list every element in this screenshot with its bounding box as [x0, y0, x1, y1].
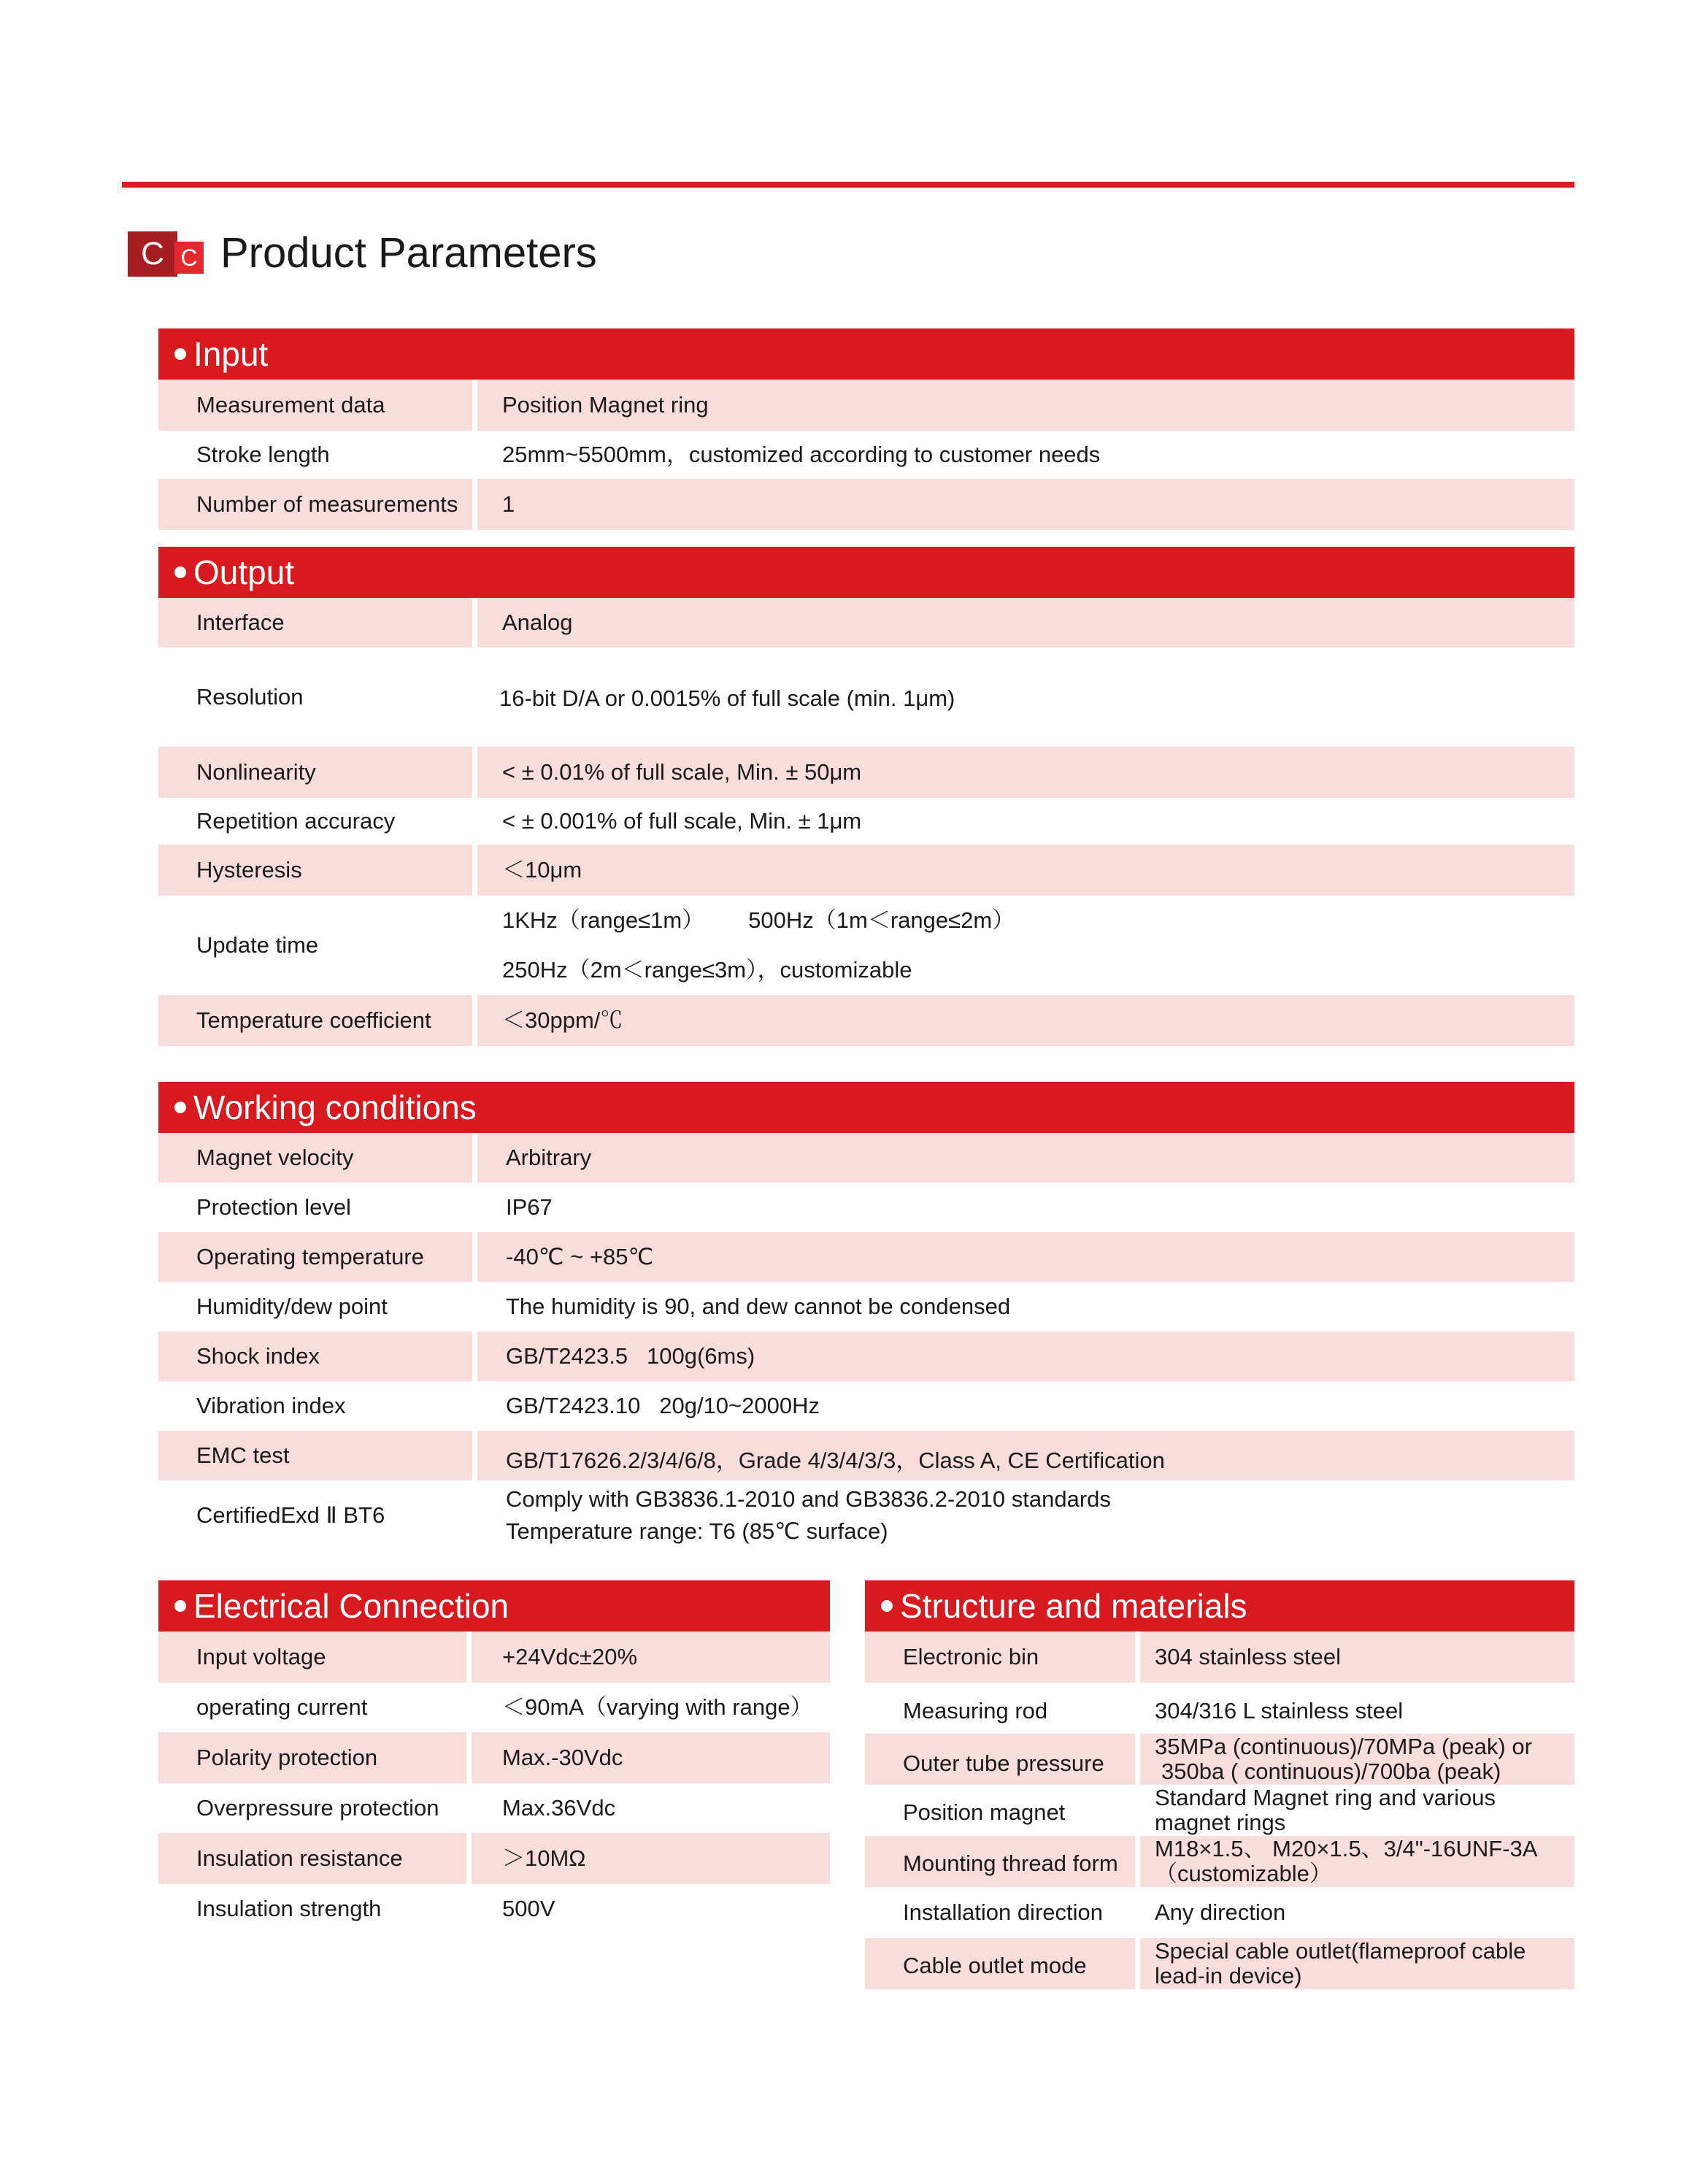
logo-mark-small: C	[174, 242, 204, 274]
update-time-value-a: 1KHz（range≤1m）	[502, 907, 705, 933]
row-value: ＜30ppm/℃	[472, 995, 1574, 1046]
row-value: Analog	[472, 598, 1574, 647]
row-label: Overpressure protection	[196, 1795, 439, 1821]
section-header	[158, 547, 1574, 598]
pressure-value-a: 35MPa (continuous)/70MPa (peak) or	[1155, 1734, 1532, 1759]
row-value	[1135, 1734, 1574, 1785]
certified-class-label: Exd Ⅱ BT6	[280, 1502, 385, 1528]
row-label: operating current	[196, 1694, 368, 1720]
pressure-value-b: 350ba ( continuous)/700ba (peak)	[1161, 1759, 1501, 1784]
table-row	[158, 1331, 1574, 1381]
row-label: Measuring rod	[903, 1698, 1048, 1723]
logo-mark-large: C	[128, 231, 177, 277]
magnet-value-b: magnet rings	[1155, 1810, 1286, 1835]
table-row	[158, 1833, 830, 1884]
row-value: 500V	[502, 1896, 555, 1921]
table-row	[158, 1480, 1574, 1550]
row-label: Temperature coefficient	[196, 1007, 431, 1033]
row-label: Insulation strength	[196, 1896, 382, 1921]
row-value: ＜10μm	[472, 845, 1574, 896]
table-row	[158, 995, 1574, 1046]
row-label: Measurement data	[196, 392, 385, 418]
section-header	[158, 1580, 830, 1632]
row-label: Insulation resistance	[196, 1845, 403, 1871]
row-label: Number of measurements	[196, 491, 458, 517]
thread-value-a: M18×1.5、 M20×1.5、3/4"-16UNF-3A	[1155, 1836, 1538, 1861]
table-row	[158, 479, 1574, 530]
table-row	[158, 431, 1574, 479]
table-row	[158, 1133, 1574, 1183]
row-label: Humidity/dew point	[196, 1294, 388, 1319]
bullet-icon	[174, 566, 186, 578]
row-label: Hysteresis	[196, 857, 302, 883]
row-value: < ± 0.01% of full scale, Min. ± 50μm	[472, 747, 1574, 798]
row-label	[158, 1480, 472, 1550]
row-value: 304/316 L stainless steel	[1155, 1698, 1404, 1723]
row-label: Vibration index	[196, 1393, 346, 1418]
row-label: Position magnet	[903, 1799, 1066, 1825]
row-label: Resolution	[196, 684, 304, 710]
row-label: Update time	[196, 932, 319, 958]
table-row	[158, 647, 1574, 747]
section-header	[158, 1082, 1574, 1133]
row-value: Max.-30Vdc	[466, 1732, 830, 1783]
table-row	[865, 1836, 1574, 1887]
section-title: Structure and materials	[900, 1587, 1247, 1625]
output-section	[158, 547, 1574, 1046]
table-row	[158, 1232, 1574, 1282]
section-title: Output	[193, 553, 295, 591]
row-value: IP67	[506, 1194, 553, 1220]
section-header	[865, 1580, 1574, 1632]
electrical-connection-section	[158, 1580, 830, 1934]
row-value: 1	[472, 479, 1574, 530]
row-label: Outer tube pressure	[903, 1750, 1104, 1776]
table-row	[158, 1381, 1574, 1431]
input-section	[158, 328, 1574, 530]
bullet-icon	[174, 1600, 186, 1612]
row-label: Electronic bin	[903, 1644, 1039, 1669]
update-time-value-b: 500Hz（1m＜range≤2m）	[748, 907, 1015, 933]
table-row	[865, 1938, 1574, 1989]
page-title: Product Parameters	[220, 229, 597, 277]
certified-value-b: Temperature range: T6 (85℃ surface)	[506, 1518, 888, 1544]
table-row	[158, 1632, 830, 1683]
certified-value-a: Comply with GB3836.1-2010 and GB3836.2-2010 standards	[506, 1486, 1111, 1512]
row-value	[1135, 1938, 1574, 1989]
row-label: Nonlinearity	[196, 759, 316, 785]
row-label: Operating temperature	[196, 1244, 424, 1269]
row-value: Any direction	[1155, 1899, 1286, 1925]
table-row	[158, 845, 1574, 896]
table-row	[865, 1632, 1574, 1683]
table-row	[865, 1683, 1574, 1734]
table-row	[865, 1887, 1574, 1938]
section-title: Electrical Connection	[193, 1587, 509, 1625]
top-divider	[122, 182, 1574, 188]
table-row	[158, 1183, 1574, 1232]
brand-logo	[128, 231, 204, 277]
table-row	[158, 380, 1574, 431]
row-value: < ± 0.001% of full scale, Min. ± 1μm	[502, 808, 862, 834]
row-value	[472, 896, 1574, 995]
row-label: EMC test	[196, 1442, 290, 1468]
table-row	[158, 747, 1574, 798]
row-label: Installation direction	[903, 1899, 1103, 1925]
row-value: GB/T2423.5 100g(6ms)	[472, 1331, 1574, 1381]
row-value: 304 stainless steel	[1135, 1632, 1574, 1683]
row-value	[1135, 1836, 1574, 1887]
row-label: Stroke length	[196, 442, 330, 467]
row-value: The humidity is 90, and dew cannot be condensed	[506, 1294, 1011, 1319]
row-value: +24Vdc±20%	[466, 1632, 830, 1683]
structure-materials-section	[865, 1580, 1574, 1989]
update-time-value-c: 250Hz（2m＜range≤3m），customizable	[502, 957, 912, 983]
row-value: 25mm~5500mm，customized according to customer needs	[502, 442, 1101, 467]
row-value	[472, 1480, 1574, 1550]
row-value: -40℃ ~ +85℃	[472, 1232, 1574, 1282]
row-value	[1135, 1785, 1574, 1836]
table-row	[158, 598, 1574, 647]
bullet-icon	[881, 1600, 893, 1612]
table-row	[865, 1734, 1574, 1785]
thread-value-b: （customizable）	[1155, 1861, 1332, 1886]
row-label: Repetition accuracy	[196, 808, 396, 834]
table-row	[158, 1783, 830, 1833]
magnet-value-a: Standard Magnet ring and various	[1155, 1785, 1496, 1810]
table-row	[158, 1884, 830, 1934]
table-row	[158, 1683, 830, 1732]
row-label: Mounting thread form	[903, 1851, 1118, 1876]
row-value: GB/T17626.2/3/4/6/8，Grade 4/3/4/3/3，Class A, CE Certification	[472, 1431, 1574, 1480]
bullet-icon	[174, 348, 186, 360]
row-label: Polarity protection	[196, 1745, 378, 1770]
row-label: Interface	[196, 610, 285, 635]
row-value: Position Magnet ring	[472, 380, 1574, 431]
cable-value-a: Special cable outlet(flameproof cable	[1155, 1938, 1526, 1964]
row-label: Input voltage	[196, 1644, 326, 1669]
row-label: Shock index	[196, 1343, 320, 1369]
row-value: Max.36Vdc	[502, 1795, 616, 1821]
row-value: 16-bit D/A or 0.0015% of full scale (min. 1μm)	[499, 685, 955, 711]
bullet-icon	[174, 1102, 186, 1113]
row-label: Magnet velocity	[196, 1145, 354, 1170]
section-title: Working conditions	[193, 1088, 477, 1126]
row-value: ＞10MΩ	[466, 1833, 830, 1884]
row-value: Arbitrary	[472, 1133, 1574, 1183]
cable-value-b: lead-in device)	[1155, 1963, 1302, 1988]
row-label: Protection level	[196, 1194, 351, 1220]
table-row	[158, 1431, 1574, 1480]
table-row	[865, 1785, 1574, 1836]
table-row	[158, 1732, 830, 1783]
section-header	[158, 328, 1574, 380]
section-title: Input	[193, 335, 269, 373]
row-value: ＜90mA（varying with range）	[502, 1694, 813, 1720]
working-conditions-section	[158, 1082, 1574, 1550]
table-row	[158, 798, 1574, 845]
row-label: Cable outlet mode	[903, 1953, 1087, 1978]
certified-label: Certified	[196, 1502, 281, 1528]
row-value: GB/T2423.10 20g/10~2000Hz	[506, 1393, 820, 1418]
table-row	[158, 896, 1574, 995]
table-row	[158, 1282, 1574, 1331]
